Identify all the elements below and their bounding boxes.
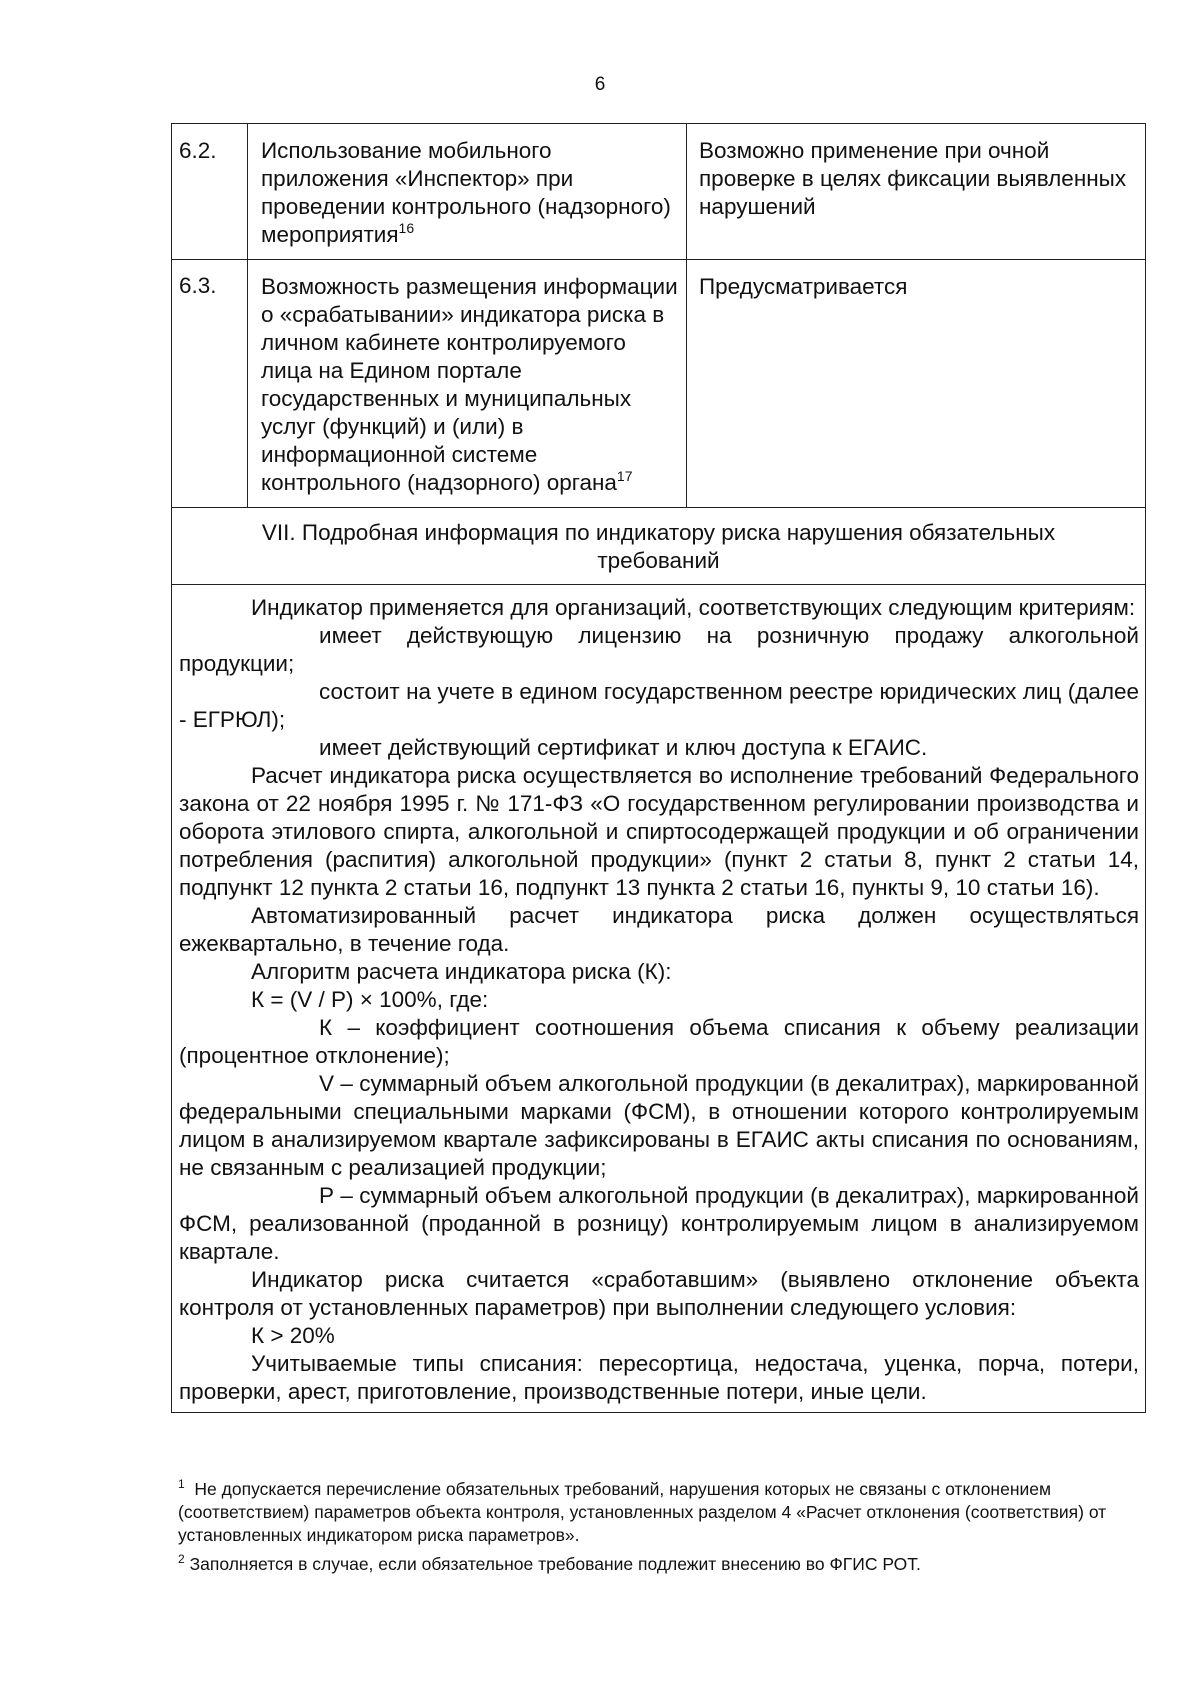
body-paragraph: Расчет индикатора риска осуществляется во исполнение требований Федерального закона от 22 ноября 1995 г. № 171-ФЗ «О государственном регулировании производства и оборота этилового спирта, алкогольной и спиртосодержащей продукции и об ограничении потребления (распития) алкогольной продукции» (пункт 2 статьи 8, пункт 2 статьи 14, подпункт 12 пункта 2 статьи 16, подпункт 13 пункта 2 статьи 16, пункты 9, 10 статьи 16). <box>179 763 1139 900</box>
footnotes <box>178 1478 1138 1582</box>
row-number: 6.3. <box>172 260 248 508</box>
body-paragraph: Автоматизированный расчет индикатора риска должен осуществляться ежеквартально, в течение года. <box>179 903 1139 956</box>
section-body <box>172 585 1146 1413</box>
body-paragraph: Индикатор применяется для организаций, соответствующих следующим критериям: <box>251 595 1136 620</box>
body-paragraph: К – коэффициент соотношения объема списания к объему реализации (процентное отклонение); <box>179 1015 1139 1068</box>
row-description <box>248 260 687 508</box>
body-paragraph: Алгоритм расчета индикатора риска (К): <box>251 959 672 984</box>
page-number: 6 <box>594 74 606 95</box>
body-paragraph: Индикатор риска считается «сработавшим» (выявлено отклонение объекта контроля от установленных параметров) при выполнении следующего условия: <box>179 1267 1139 1320</box>
section-title: VII. Подробная информация по индикатору риска нарушения обязательных требований <box>172 508 1146 585</box>
footnote <box>178 1553 1138 1576</box>
body-paragraph: Р – суммарный объем алкогольной продукции (в декалитрах), маркированной ФСМ, реализованной (проданной в розницу) контролируемым лицом в анализируемом квартале. <box>179 1183 1139 1264</box>
footnote-text: Не допускается перечисление обязательных требований, нарушения которых не связаны с отклонением (соответствием) параметров объекта контроля, установленных разделом 4 «Расчет отклонения (соответствия) от установленных индикатором риска параметров». <box>178 1479 1107 1545</box>
row-description <box>248 124 687 260</box>
row-value: Предусматривается <box>687 260 1146 508</box>
row-value: Возможно применение при очной проверке в целях фиксации выявленных нарушений <box>687 124 1146 260</box>
section-header-row <box>172 508 1146 585</box>
footnote-mark: 1 <box>178 1477 185 1491</box>
body-paragraph: Учитываемые типы списания: пересортица, недостача, уценка, порча, потери, проверки, арест, приготовление, производственные потери, иные цели. <box>179 1351 1139 1404</box>
row-description-text: Использование мобильного приложения «Инспектор» при проведении контрольного (надзорного) мероприятия <box>261 138 671 247</box>
table-row <box>172 260 1146 508</box>
body-paragraph: имеет действующую лицензию на розничную продажу алкогольной продукции; <box>179 623 1139 676</box>
body-paragraph: состоит на учете в едином государственном реестре юридических лиц (далее - ЕГРЮЛ); <box>179 679 1139 732</box>
formula: К = (V / Р) × 100%, где: <box>251 987 489 1012</box>
requirements-table <box>171 123 1146 1413</box>
footnote-text: Заполняется в случае, если обязательное требование подлежит внесению во ФГИС РОТ. <box>189 1554 921 1574</box>
footnote <box>178 1478 1138 1547</box>
row-description-text: Возможность размещения информации о «срабатывании» индикатора риска в личном кабинете контролируемого лица на Едином портале государственных и муниципальных услуг (функций) и (или) в информационной системе контрольного (надзорного) органа <box>261 274 678 495</box>
condition: К > 20% <box>251 1323 335 1348</box>
section-body-row <box>172 585 1146 1413</box>
body-paragraph: имеет действующий сертификат и ключ доступа к ЕГАИС. <box>319 735 928 760</box>
footnote-ref: 16 <box>398 220 415 236</box>
body-paragraph: V – суммарный объем алкогольной продукции (в декалитрах), маркированной федеральными специальными марками (ФСМ), в отношении которого контролируемым лицом в анализируемом квартале зафиксированы в ЕГАИС акты списания по основаниям, не связанным с реализацией продукции; <box>179 1071 1139 1180</box>
footnote-mark: 2 <box>178 1552 185 1566</box>
table-row <box>172 124 1146 260</box>
row-number: 6.2. <box>172 124 248 260</box>
footnote-ref: 17 <box>616 468 633 484</box>
